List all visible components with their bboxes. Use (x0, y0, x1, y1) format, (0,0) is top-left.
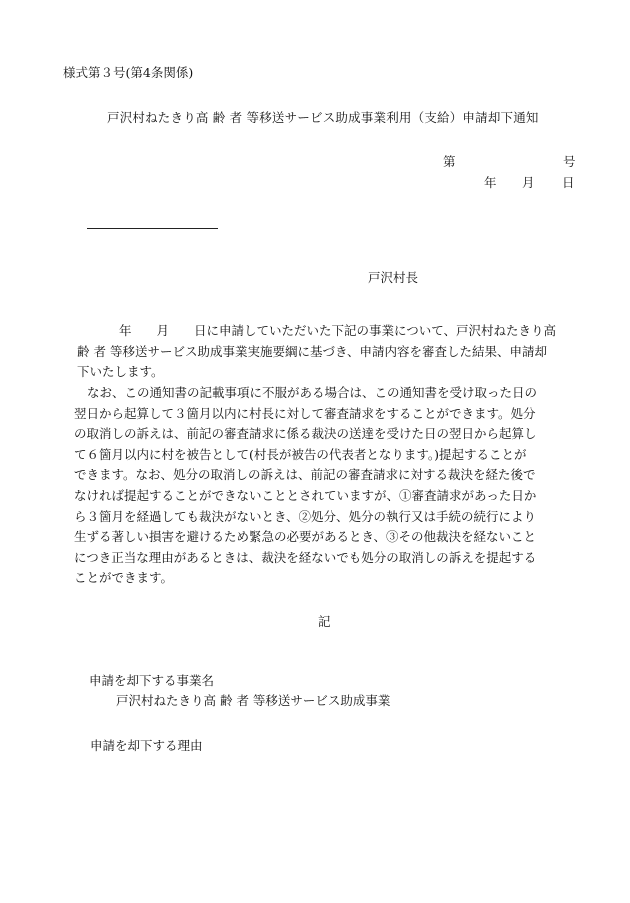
paragraph-2-line: なお、この通知書の記載事項に不服がある場合は、この通知書を受け取った日の (87, 385, 538, 400)
recipient-name-line (87, 228, 218, 229)
record-heading: 記 (318, 614, 331, 629)
document-number-label: 第 (443, 154, 456, 169)
date-day-label: 日 (562, 175, 575, 190)
paragraph-2-line: 翌日から起算して３箇月以内に村長に対して審査請求をすることができます。処分 (74, 405, 536, 421)
paragraph-2-line: ら３箇月を経過しても裁決がないとき、②処分、処分の執行又は手続の続行により (74, 508, 537, 524)
paragraph-2-line: の取消しの訴えは、前記の審査請求に係る裁決の送達を受けた日の翌日から起算し (74, 426, 537, 442)
paragraph-1-line: 下いたします。 (77, 364, 164, 380)
form-label: 様式第３号(第4条関係) (63, 65, 194, 80)
issuer-name: 戸沢村長 (368, 270, 419, 285)
rejection-reason-heading: 申請を却下する理由 (90, 738, 203, 753)
paragraph-2-line: につき正当な理由があるときは、裁決を経ないでも処分の取消しの訴えを提起する (74, 549, 537, 565)
document-title: 戸沢村ねたきり高 齢 者 等移送サービス助成事業利用（支給）申請却下通知 (107, 110, 539, 125)
paragraph-2-line: 生ずる著しい損害を避けるため緊急の必要があるとき、③その他裁決を経ないこと (74, 529, 537, 545)
rejected-project-name: 戸沢村ねたきり高 齢 者 等移送サービス助成事業 (116, 693, 391, 708)
paragraph-2-line: ことができます。 (74, 570, 174, 586)
paragraph-1-line: 年 月 日に申請していただいた下記の事業について、戸沢村ねたきり高 (94, 323, 557, 338)
paragraph-2-line: て６箇月以内に村を被告として(村長が被告の代表者となります。)提起することが (74, 446, 527, 462)
date-year-label: 年 (484, 175, 497, 190)
paragraph-2-line: できます。なお、処分の取消しの訴えは、前記の審査請求に対する裁決を経た後で (74, 467, 536, 483)
notice-paragraph-2 (74, 383, 584, 589)
rejected-project-heading: 申請を却下する事業名 (89, 673, 215, 688)
date-month-label: 月 (522, 175, 535, 190)
paragraph-2-line: なければ提起することができないこととされていますが、①審査請求があった日か (74, 487, 537, 503)
notice-paragraph-1 (74, 321, 584, 383)
paragraph-1-line: 齢 者 等移送サービス助成事業実施要綱に基づき、申請内容を審査した結果、申請却 (77, 343, 547, 359)
document-number-suffix: 号 (563, 154, 576, 169)
